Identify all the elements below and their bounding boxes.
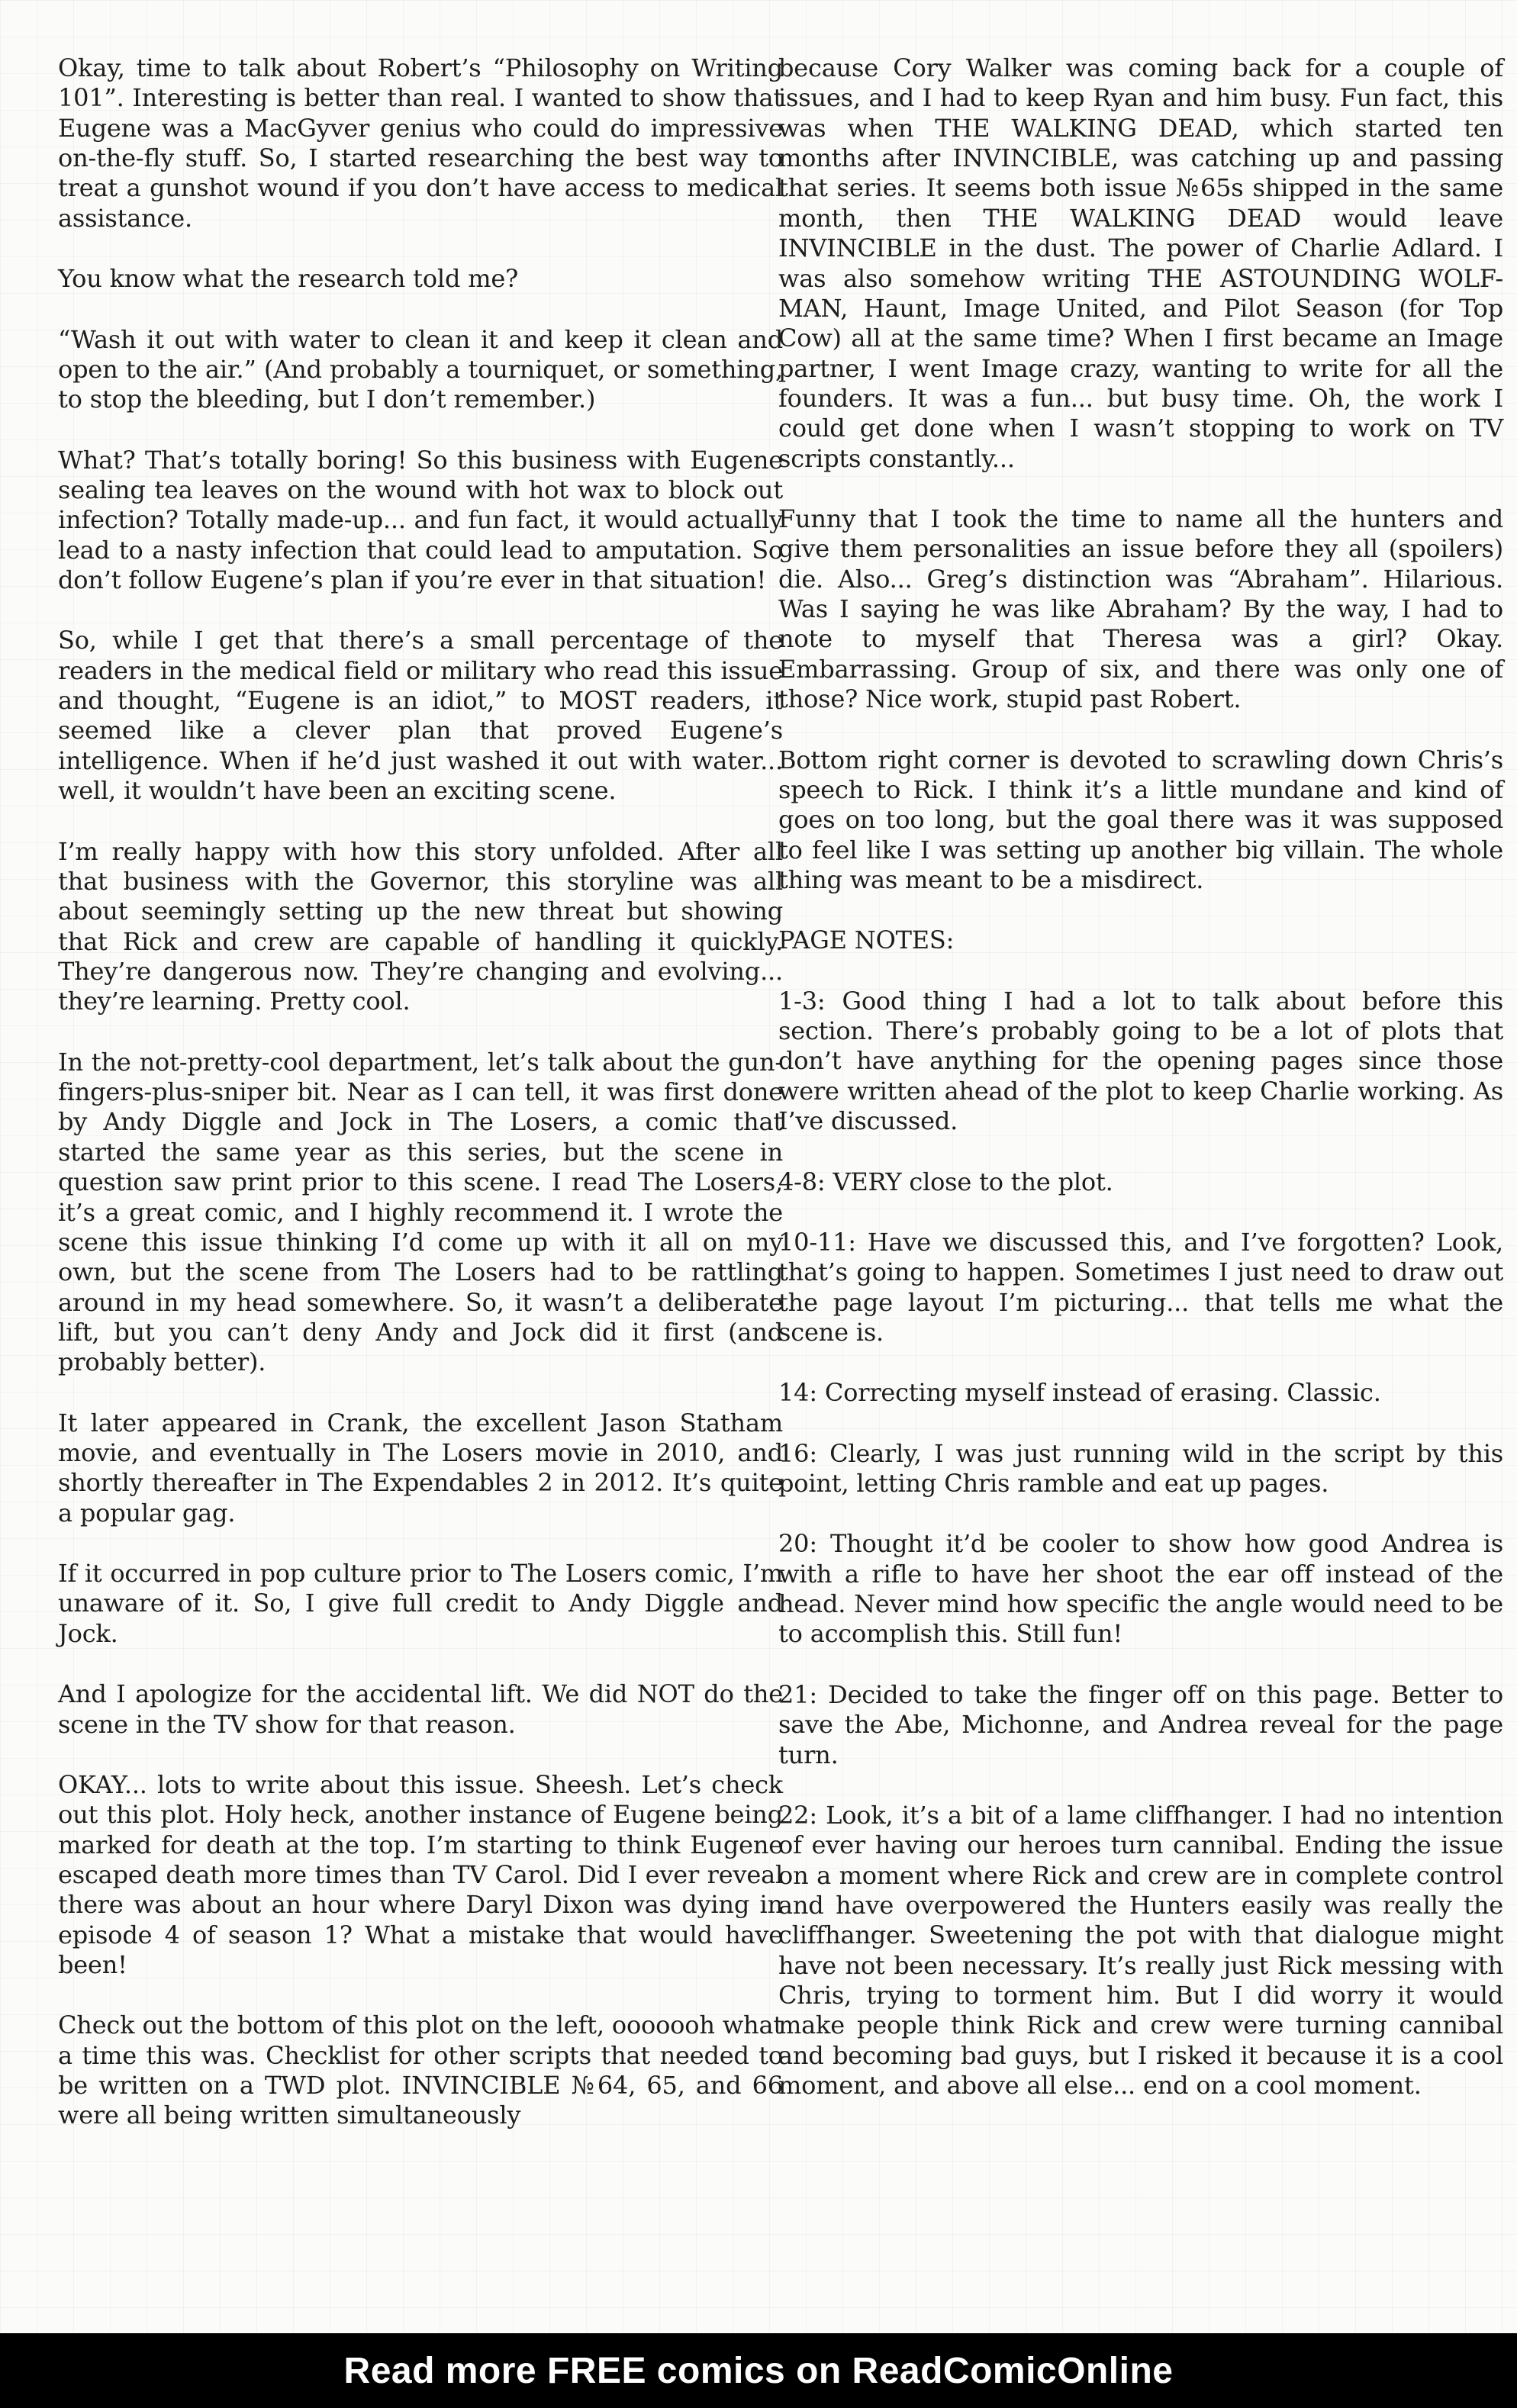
page-note: 21: Decided to take the finger off on this page. Better to save the Abe, Michonne, and Andrea reveal for the page turn.	[778, 1679, 1503, 1769]
paragraph: It later appeared in Crank, the excellent Jason Statham movie, and eventually in The Losers movie in 2010, and shortly thereafter in The Expendables 2 in 2012. It’s quite a popular gag.	[58, 1408, 783, 1528]
paragraph: In the not-pretty-cool department, let’s talk about the gun-fingers-plus-sniper bit. Near as I can tell, it was first done by Andy Diggle and Jock in The Losers, a comic that started the same year as this series, but the scene in question saw print prior to this scene. I read The Losers, it’s a great comic, and I highly recommend it. I wrote the scene this issue thinking I’d come up with it all on my own, but the scene from The Losers had to be rattling around in my head somewhere. So, it wasn’t a deliberate lift, but you can’t deny Andy and Jock did it first (and probably better).	[58, 1047, 783, 1377]
paragraph: What? That’s totally boring! So this business with Eugene sealing tea leaves on the wound with hot wax to block out infection? Totally made-up... and fun fact, it would actually lead to a nasty infection that could lead to amputation. So don’t follow Eugene’s plan if you’re ever in that situation!	[58, 445, 783, 595]
paragraph: If it occurred in pop culture prior to The Losers comic, I’m unaware of it. So, I give full credit to Andy Diggle and Jock.	[58, 1559, 783, 1648]
right-text-column	[778, 53, 1503, 2131]
page-note: 16: Clearly, I was just running wild in the script by this point, letting Chris ramble and eat up pages.	[778, 1438, 1503, 1499]
left-text-column	[58, 53, 783, 2162]
paragraph: You know what the research told me?	[58, 264, 519, 294]
paragraph: OKAY... lots to write about this issue. Sheesh. Let’s check out this plot. Holy heck, another instance of Eugene being marked for death at the top. I’m starting to think Eugene escaped death more times than TV Carol. Did I ever reveal there was about an hour where Daryl Dixon was dying in episode 4 of season 1? What a mistake that would have been!	[58, 1769, 783, 1980]
page-note: 14: Correcting myself instead of erasing. Classic.	[778, 1378, 1381, 1408]
paragraph: Okay, time to talk about Robert’s “Philosophy on Writing 101”. Interesting is better than real. I wanted to show that Eugene was a MacGyver genius who could do impressive on-the-fly stuff. So, I started researching the best way to treat a gunshot wound if you don’t have access to medical assistance.	[58, 53, 783, 233]
paragraph: Funny that I took the time to name all the hunters and give them personalities an issue before they all (spoilers) die. Also... Greg’s distinction was “Abraham”. Hilarious. Was I saying he was like Abraham? By the way, I had to note to myself that Theresa was a girl? Okay. Embarrassing. Group of six, and there was only one of those? Nice work, stupid past Robert.	[778, 504, 1503, 714]
page-note: 1-3: Good thing I had a lot to talk about before this section. There’s probably going to be a lot of plots that don’t have anything for the opening pages since those were written ahead of the plot to keep Charlie working. As I’ve discussed.	[778, 986, 1503, 1136]
page-notes-heading: PAGE NOTES:	[778, 926, 955, 955]
paragraph: because Cory Walker was coming back for a couple of issues, and I had to keep Ryan and him busy. Fun fact, this was when THE WALKING DEAD, which started ten months after INVINCIBLE, was catching up and passing that series. It seems both issue №65s shipped in the same month, then THE WALKING DEAD would leave INVINCIBLE in the dust. The power of Charlie Adlard. I was also somehow writing THE ASTOUNDING WOLF-MAN, Haunt, Image United, and Pilot Season (for Top Cow) all at the same time? When I first became an Image partner, I went Image crazy, wanting to write for all the founders. It was a fun... but busy time. Oh, the work I could get done when I wasn’t stopping to work on TV scripts constantly...	[778, 53, 1503, 473]
paragraph: Bottom right corner is devoted to scrawling down Chris’s speech to Rick. I think it’s a little mundane and kind of goes on too long, but the goal there was it was supposed to feel like I was setting up another big villain. The whole thing was meant to be a misdirect.	[778, 745, 1503, 894]
page-note: 10-11: Have we discussed this, and I’ve forgotten? Look, that’s going to happen. Sometimes I just need to draw out the page layout I’m picturing... that tells me what the scene is.	[778, 1227, 1503, 1347]
paragraph: So, while I get that there’s a small percentage of the readers in the medical field or military who read this issue and thought, “Eugene is an idiot,” to MOST readers, it seemed like a clever plan that proved Eugene’s intelligence. When if he’d just washed it out with water... well, it wouldn’t have been an exciting scene.	[58, 626, 783, 806]
paragraph: Check out the bottom of this plot on the left, ooooooh what a time this was. Checklist for other scripts that needed to be written on a TWD plot. INVINCIBLE №64, 65, and 66 were all being written simultaneously	[58, 2010, 783, 2130]
footer-banner-text[interactable]: Read more FREE comics on ReadComicOnline	[343, 2350, 1174, 2391]
paragraph: And I apologize for the accidental lift. We did NOT do the scene in the TV show for that reason.	[58, 1679, 783, 1739]
footer-banner[interactable]	[0, 2333, 1517, 2408]
paragraph: I’m really happy with how this story unfolded. After all that business with the Governor, this storyline was all about seemingly setting up the new threat but showing that Rick and crew are capable of handling it quickly. They’re dangerous now. They’re changing and evolving... they’re learning. Pretty cool.	[58, 836, 783, 1016]
paragraph: “Wash it out with water to clean it and keep it clean and open to the air.” (And probably a tourniquet, or something, to stop the bleeding, but I don’t remember.)	[58, 324, 783, 414]
page-note: 20: Thought it’d be cooler to show how good Andrea is with a rifle to have her shoot the ear off instead of the head. Never mind how specific the angle would need to be to accomplish this. Still fun!	[778, 1529, 1503, 1649]
page-note: 4-8: VERY close to the plot.	[778, 1167, 1113, 1196]
page-note: 22: Look, it’s a bit of a lame cliffhanger. I had no intention of ever having our heroes turn cannibal. Ending the issue on a moment where Rick and crew are in complete control and have overpowered the Hunters easily was really the cliffhanger. Sweetening the pot with that dialogue might have not been necessary. It’s really just Rick messing with Chris, trying to torment him. But I did worry it would make people think Rick and crew were turning cannibal and becoming bad guys, but I risked it because it is a cool moment, and above all else... end on a cool moment.	[778, 1800, 1503, 2101]
